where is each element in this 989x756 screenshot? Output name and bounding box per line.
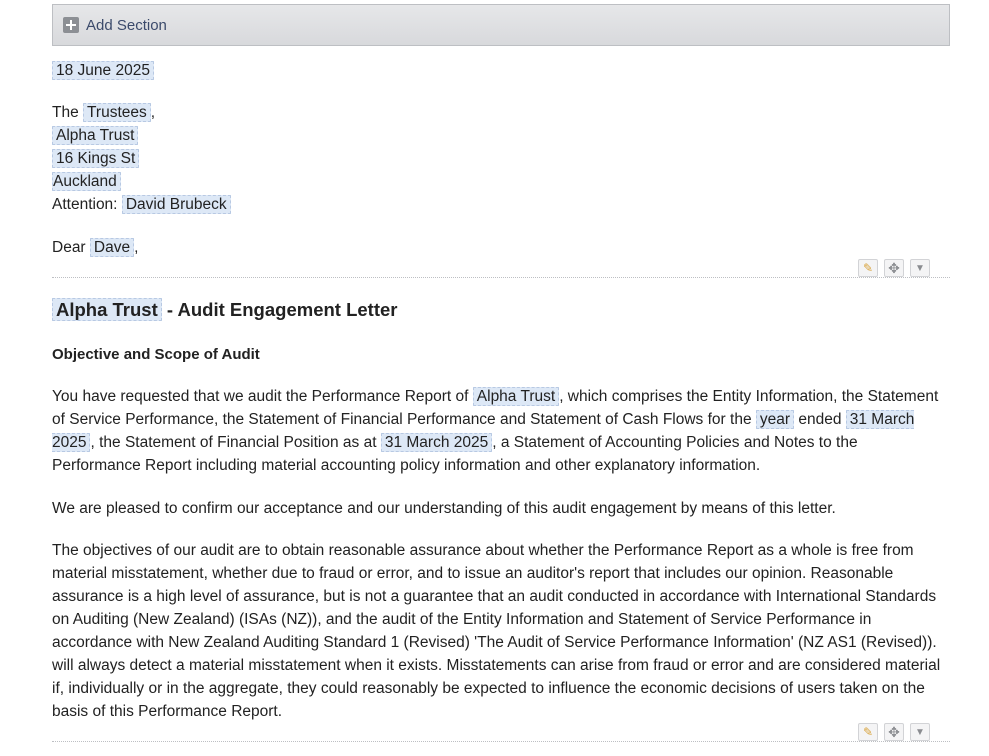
p1-text-c: ended (794, 411, 846, 428)
attention-label: Attention: (52, 196, 118, 213)
p1-text-d: , the Statement of Financial Position as at (90, 434, 381, 451)
recipient-name-line (52, 124, 138, 147)
heading-rest: - Audit Engagement Letter (161, 299, 398, 320)
p1-entity-field[interactable]: Alpha Trust (473, 387, 559, 406)
recipient-title-field[interactable]: Trustees (83, 103, 151, 122)
section-toolbar-2 (858, 723, 930, 741)
address-line (52, 147, 139, 170)
city-field[interactable]: Auckland (52, 172, 121, 191)
attention-name-field[interactable]: David Brubeck (122, 195, 231, 214)
recipient-name-field[interactable]: Alpha Trust (52, 126, 138, 145)
dear-line: Dear Dave , (52, 239, 139, 256)
add-section-label: Add Section (86, 16, 167, 34)
paragraph-acceptance: We are pleased to confirm our acceptance and our understanding of this audit engagement by means of this letter. (52, 500, 836, 517)
attention-line (52, 193, 231, 216)
letter-date-line (52, 59, 154, 82)
page-title (52, 297, 397, 323)
p1-text-a: You have requested that we audit the Performance Report of (52, 388, 473, 405)
move-icon[interactable]: ✥ (884, 259, 904, 277)
p1-text-e: , a Statement of Accounting Policies and Notes to the Performance Report including material accounting policy information and other explanatory information. (52, 434, 858, 474)
section-toolbar-1 (858, 259, 930, 277)
date-field[interactable]: 18 June 2025 (52, 61, 154, 80)
p1-period-field[interactable]: year (756, 410, 794, 429)
plus-icon (63, 17, 79, 33)
move-icon[interactable]: ✥ (884, 723, 904, 741)
paragraph-scope (52, 385, 942, 477)
edit-pencil-icon[interactable]: ✎ (858, 723, 878, 741)
chevron-down-icon[interactable]: ▼ (910, 259, 930, 277)
add-section-button[interactable] (52, 4, 950, 46)
heading-entity-field[interactable]: Alpha Trust (52, 298, 162, 321)
section-divider (52, 277, 950, 278)
dear-name-field[interactable]: Dave (90, 238, 134, 257)
edit-pencil-icon[interactable]: ✎ (858, 259, 878, 277)
subheading: Objective and Scope of Audit (52, 346, 260, 363)
recipient-line: The Trustees , (52, 104, 156, 121)
p1-text-b: , which comprises the Entity Information, the Statement of Service Performance, the Statement of Financial Performance and Statement of Cash Flows for the (52, 388, 939, 428)
section-divider (52, 741, 950, 742)
address-field[interactable]: 16 Kings St (52, 149, 139, 168)
city-line (52, 170, 121, 193)
recipient-prefix: The (52, 104, 79, 121)
p1-date1-field[interactable]: 31 March 2025 (52, 411, 915, 451)
chevron-down-icon[interactable]: ▼ (910, 723, 930, 741)
paragraph-objectives: The objectives of our audit are to obtain reasonable assurance about whether the Performance Report as a whole is free from material misstatement, whether due to fraud or error, and to issue an auditor's report that includes our opinion. Reasonable assurance is a high level of assurance, but is not a guarantee that an audit conducted in accordance with International Standards on Auditing (New Zealand) (ISAs (NZ)), and the audit of the Entity Information and Statement of Service Performance in accordance with New Zealand Auditing Standard 1 (Revised) 'The Audit of Service Performance Information' (NZ AS1 (Revised)). will always detect a material misstatement when it exists. Misstatements can arise from fraud or error and are considered material if, individually or in the aggregate, they could reasonably be expected to influence the economic decisions of users taken on the basis of this Performance Report. (52, 542, 941, 720)
p1-date2-field[interactable]: 31 March 2025 (381, 433, 492, 452)
dear-prefix: Dear (52, 239, 86, 256)
